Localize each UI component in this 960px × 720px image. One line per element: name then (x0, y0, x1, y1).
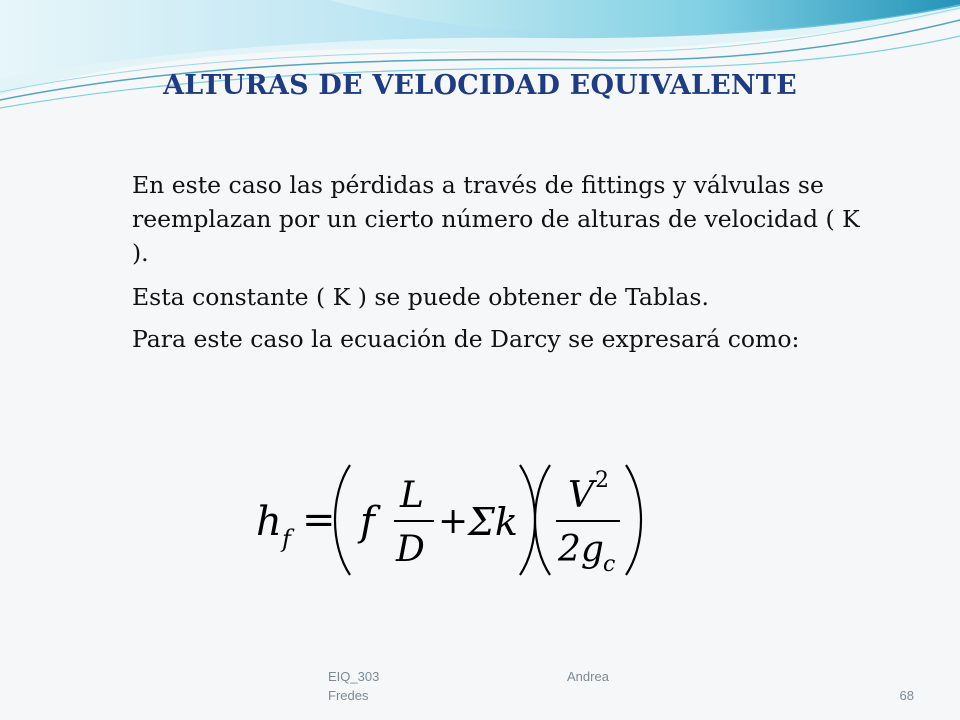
footer-author: Andrea (567, 669, 609, 684)
formula-numerator-v: V (568, 475, 594, 516)
slide-title: ALTURAS DE VELOCIDAD EQUIVALENTE (163, 70, 797, 101)
formula-numerator-l: L (400, 475, 424, 516)
formula-plus: + (438, 501, 469, 542)
formula-friction: f (360, 499, 375, 545)
darcy-equation (250, 455, 650, 585)
formula-denominator-subscript: c (603, 552, 616, 577)
paragraph-darcy: Para este caso la ecuación de Darcy se expresará como: (132, 325, 800, 353)
footer-course-code: EIQ_303 (328, 669, 380, 684)
left-paren-close (520, 465, 535, 575)
paragraph-intro: En este caso las pérdidas a través de fittings y válvulas se reemplazan por un cierto número de alturas de velocidad ( K ). (132, 171, 860, 267)
header-wave-decoration (0, 0, 960, 120)
page-number: 68 (899, 688, 914, 703)
formula-denominator-d: D (396, 529, 425, 570)
formula-equals: = (302, 497, 336, 543)
formula-exponent: 2 (595, 468, 609, 493)
formula-sum-k: Σk (468, 500, 518, 544)
formula-lhs: h (256, 499, 282, 545)
right-paren-close (626, 465, 641, 575)
footer-surname: Fredes (328, 688, 369, 703)
formula-denominator-2g: 2g (558, 529, 604, 570)
formula-lhs-subscript: f (282, 525, 291, 553)
paragraph-constant: Esta constante ( K ) se puede obtener de Tablas. (132, 283, 709, 311)
footer-course (328, 667, 398, 705)
body-text (132, 168, 872, 356)
left-paren-open (335, 465, 350, 575)
right-paren-open (535, 465, 550, 575)
